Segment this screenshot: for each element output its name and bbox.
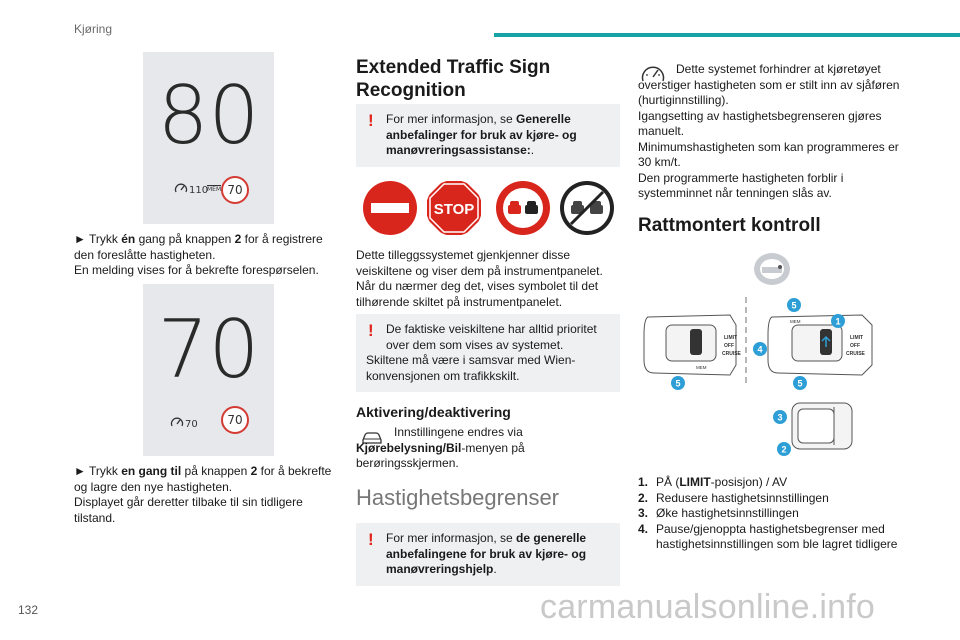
mem-icon: MEM [207,186,222,193]
display-speed-number: 70 [157,303,260,396]
instruction-paragraph-1: ► Trykk én gang på knappen 2 for å registrere den foreslåtte hastigheten. En melding vises for å bekrefte forespørselen. [74,232,323,277]
svg-text:1: 1 [835,316,841,327]
display-speed-number: 80 [157,69,260,162]
list-item: 2. Redusere hastighetsinnstillingen [638,490,829,505]
warning-exclamation-icon: ! [368,530,374,549]
limiter-icon [174,182,188,194]
svg-text:5: 5 [791,300,797,311]
list-item: 3. Øke hastighetsinnstillingen [638,506,799,520]
instrument-display-1 [143,52,274,224]
instruction-paragraph-2: ► Trykk en gang til på knappen 2 for å bekrefte og lagre den nye hastigheten. Displayet går deretter tilbake til sin tidligere tilstand. [74,464,332,525]
info-note: ! For mer informasjon, se Generelle anbefalinger for bruk av kjøre- og manøvreringsassistanse:. [356,104,620,167]
display-limit-value: 110 [189,185,209,196]
steering-wheel-icon [752,251,792,287]
no-overtaking-sign-icon [495,180,551,236]
section-heading: Extended Traffic Sign Recognition [356,57,551,101]
section-heading-light: Hastighetsbegrenser [356,485,560,510]
stop-sign-label: STOP [433,201,475,218]
instrument-display-2 [143,284,274,456]
svg-text:5: 5 [675,378,681,389]
section-title: Kjøring [74,22,113,36]
svg-text:4: 4 [757,344,763,355]
activation-text: Innstillingene endres via Kjørebelysning/Bil-menyen på berøringsskjermen. [356,425,525,470]
svg-text:CRUISE: CRUISE [846,351,865,357]
svg-text:OFF: OFF [850,343,860,349]
list-item: 1. PÅ (LIMIT-posisjon) / AV [638,475,788,489]
system-description: Dette tilleggssystemet gjenkjenner disse veiskiltene og viser dem på instrumentpanelet. Når du nærmer deg det, vises symbolet til det tilhørende skiltet på instrumentpanelet. [356,248,603,309]
svg-text:LIMIT: LIMIT [850,335,864,341]
display-sign-circle: 70 [221,406,249,434]
svg-text:MEM: MEM [696,365,707,370]
svg-text:CRUISE: CRUISE [722,351,741,357]
info-note: ! For mer informasjon, se de generelle anbefalingene for bruk av kjøre- og manøvreringshjelp. [356,523,620,586]
no-entry-sign-icon [362,180,418,236]
control-legend-list [638,475,900,553]
limiter-icon [170,416,184,428]
display-sign-circle: 70 [221,176,249,204]
watermark: carmanualsonline.info [540,588,875,626]
svg-text:3: 3 [777,412,783,423]
svg-text:5: 5 [797,378,803,389]
warning-exclamation-icon: ! [368,321,374,340]
end-no-overtaking-sign-icon [559,180,615,236]
cruise-control-stalk-diagram [640,295,900,460]
warning-exclamation-icon: ! [368,111,374,130]
section-heading: Rattmontert kontroll [638,215,821,236]
subsection-heading: Aktivering/deaktivering [356,404,511,420]
list-item: 4. Pause/gjenoppta hastighetsbegrenser med hastighetsinnstillingen som ble lagret tidligere [638,521,898,551]
stop-sign-icon [426,180,482,236]
limiter-description: Dette systemet forhindrer at kjøretøyet overstiger hastigheten som er stilt inn av sjåføren (hurtiginnstilling). Igangsetting av hastighetsbegrenseren gjøres manuelt. Minimumshastigheten som kan programmeres er 30 km/t. Den programmerte hastigheten forblir i systemminnet når tenningen slås av. [638,62,900,200]
svg-text:LIMIT: LIMIT [724,335,738,341]
warning-note: ! De faktiske veiskiltene har alltid prioritet over dem som vises av systemet. Skiltene må være i samsvar med Wien-konvensjonen om trafikkskilt. [356,314,620,392]
svg-text:2: 2 [781,444,787,455]
header-accent-bar [494,33,960,37]
page-number: 132 [18,603,39,617]
svg-text:MEM: MEM [790,319,801,324]
svg-text:OFF: OFF [724,343,734,349]
display-limit-value: 70 [185,419,198,430]
